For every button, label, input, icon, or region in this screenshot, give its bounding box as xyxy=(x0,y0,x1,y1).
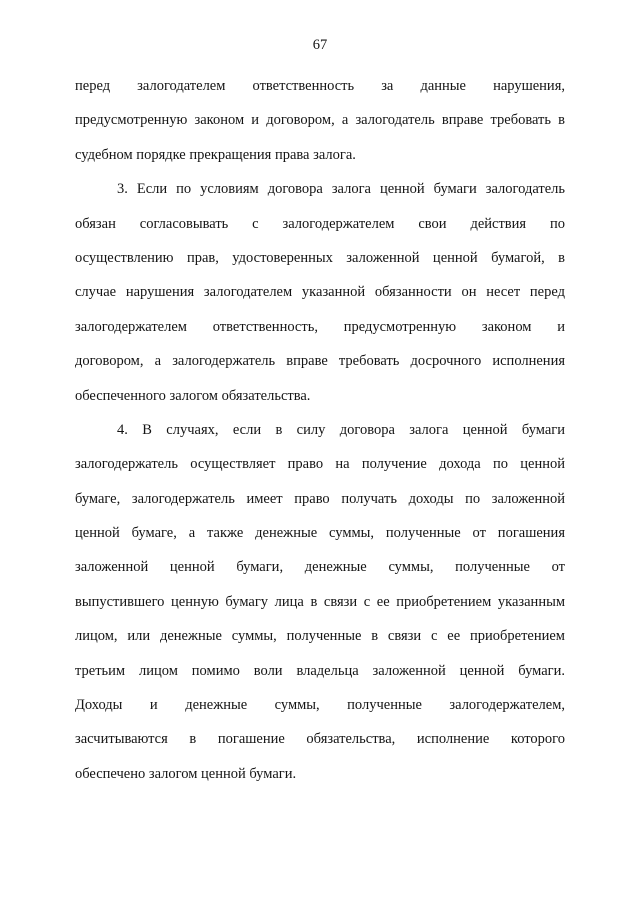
text-line: Доходы и денежные суммы, полученные залогодержателем, xyxy=(75,697,565,714)
text-line: обязан согласовывать с залогодержателем свои действия по xyxy=(75,215,565,232)
text-line: судебном порядке прекращения права залога. xyxy=(75,146,356,163)
text-line: залогодержателем ответственность, предусмотренную законом и xyxy=(75,318,565,335)
text-line: осуществлению прав, удостоверенных заложенной ценной бумагой, в xyxy=(75,249,565,266)
document-body xyxy=(75,69,565,791)
paragraph xyxy=(75,413,565,791)
text-line: случае нарушения залогодателем указанной обязанности он несет перед xyxy=(75,284,565,301)
text-line: перед залогодателем ответственность за данные нарушения, xyxy=(75,78,565,94)
text-line: ценной бумаге, а также денежные суммы, полученные от погашения xyxy=(75,525,565,542)
text-line: договором, а залогодержатель вправе требовать досрочного исполнения xyxy=(75,353,565,370)
text-line: лицом, или денежные суммы, полученные в связи с ее приобретением xyxy=(75,628,565,645)
text-line: бумаге, залогодержатель имеет право получать доходы по заложенной xyxy=(75,490,565,507)
text-line: третьим лицом помимо воли владельца заложенной ценной бумаги. xyxy=(75,662,565,679)
paragraph xyxy=(75,172,565,413)
text-line: засчитываются в погашение обязательства, исполнение которого xyxy=(75,731,565,748)
text-line: 4. В случаях, если в силу договора залога ценной бумаги xyxy=(117,421,565,438)
page-number: 67 xyxy=(312,37,328,53)
text-line: заложенной ценной бумаги, денежные суммы, полученные от xyxy=(75,559,565,576)
text-line: выпустившего ценную бумагу лица в связи с ее приобретением указанным xyxy=(75,593,565,610)
text-line: предусмотренную законом и договором, а залогодатель вправе требовать в xyxy=(75,112,565,129)
text-line: залогодержатель осуществляет право на получение дохода по ценной xyxy=(75,456,565,473)
paragraph xyxy=(75,69,565,172)
text-line: 3. Если по условиям договора залога ценной бумаги залогодатель xyxy=(117,181,565,198)
text-line: обеспеченного залогом обязательства. xyxy=(75,387,311,404)
text-line: обеспечено залогом ценной бумаги. xyxy=(75,765,297,782)
